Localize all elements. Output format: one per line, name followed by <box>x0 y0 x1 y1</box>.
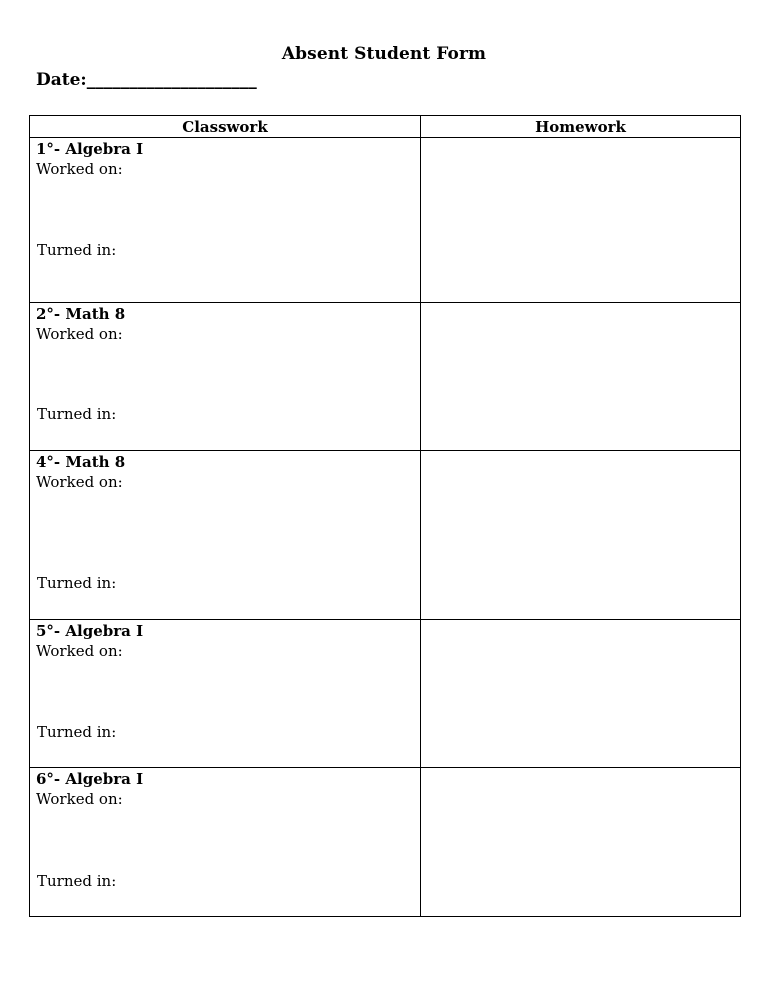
classwork-cell[interactable] <box>30 451 421 620</box>
worked-on-label: Worked on: <box>36 325 123 343</box>
table-row <box>30 303 741 451</box>
period-label: 4°- Math 8 <box>36 453 126 471</box>
homework-header: Homework <box>421 116 741 138</box>
classwork-cell[interactable] <box>30 138 421 303</box>
table-row <box>30 138 741 303</box>
classwork-header: Classwork <box>30 116 421 138</box>
classwork-cell[interactable] <box>30 303 421 451</box>
classwork-cell[interactable] <box>30 620 421 768</box>
absence-table <box>29 115 741 917</box>
homework-cell[interactable] <box>421 303 741 451</box>
worked-on-label: Worked on: <box>36 642 123 660</box>
date-field[interactable]: Date:____________________ <box>36 70 257 90</box>
table-row <box>30 620 741 768</box>
period-label: 2°- Math 8 <box>36 305 126 323</box>
worked-on-label: Worked on: <box>36 473 123 491</box>
worked-on-label: Worked on: <box>36 790 123 808</box>
table-header-row <box>30 116 741 138</box>
classwork-cell[interactable] <box>30 768 421 917</box>
turned-in-label: Turned in: <box>37 872 117 890</box>
turned-in-label: Turned in: <box>37 723 117 741</box>
worked-on-label: Worked on: <box>36 160 123 178</box>
table-row <box>30 768 741 917</box>
homework-cell[interactable] <box>421 620 741 768</box>
form-title: Absent Student Form <box>281 44 487 64</box>
period-label: 6°- Algebra I <box>36 770 144 788</box>
turned-in-label: Turned in: <box>37 405 117 423</box>
homework-cell[interactable] <box>421 138 741 303</box>
table-row <box>30 451 741 620</box>
turned-in-label: Turned in: <box>37 241 117 259</box>
period-label: 5°- Algebra I <box>36 622 144 640</box>
period-label: 1°- Algebra I <box>36 140 144 158</box>
homework-cell[interactable] <box>421 768 741 917</box>
homework-cell[interactable] <box>421 451 741 620</box>
turned-in-label: Turned in: <box>37 574 117 592</box>
